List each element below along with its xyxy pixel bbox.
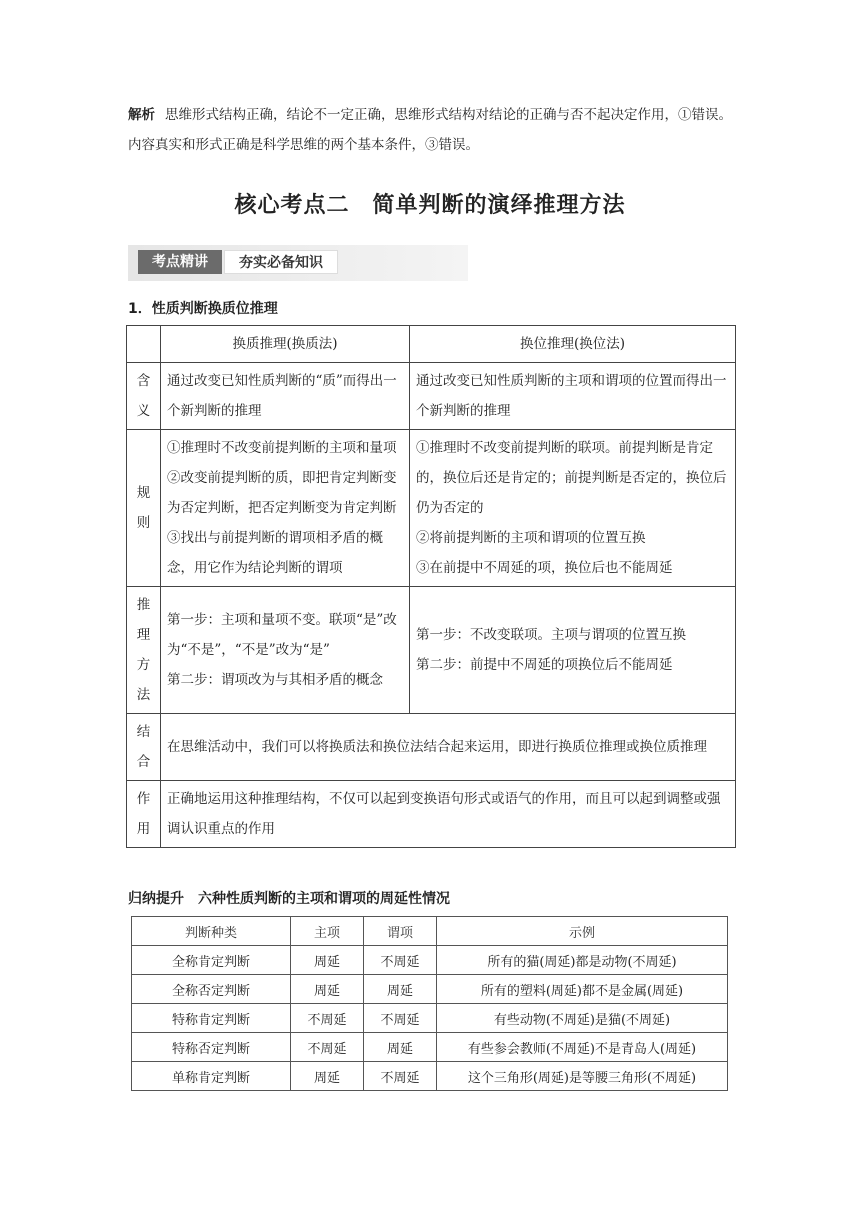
cell-subject: 周延	[291, 946, 364, 975]
analysis-text: 思维形式结构正确，结论不一定正确，思维形式结构对结论的正确与否不起决定作用，①错误。内容真实和形式正确是科学思维的两个基本条件，③错误。	[128, 107, 732, 153]
rule-item: ②将前提判断的主项和谓项的位置互换	[416, 530, 646, 546]
header-conversion: 换位推理(换位法)	[410, 326, 736, 363]
conversion-obversion-table	[126, 325, 736, 848]
row-label-meaning: 含义	[127, 363, 161, 430]
row-label-combine: 结合	[127, 714, 161, 781]
cell-predicate: 不周延	[364, 1004, 437, 1033]
cell-type: 特称肯定判断	[132, 1004, 291, 1033]
cell-example: 所有的塑料(周延)都不是金属(周延)	[437, 975, 728, 1004]
combine-text: 在思维活动中，我们可以将换质法和换位法结合起来运用，即进行换质位推理或换位质推理	[161, 714, 736, 781]
table-row	[132, 1062, 728, 1091]
table-row	[132, 1033, 728, 1062]
cell-example: 有些参会教师(不周延)不是青岛人(周延)	[437, 1033, 728, 1062]
section-banner	[128, 245, 468, 281]
method-obversion	[161, 587, 410, 714]
cell-type: 特称否定判断	[132, 1033, 291, 1062]
cell-subject: 周延	[291, 1062, 364, 1091]
rules-conversion	[410, 430, 736, 587]
distribution-table	[131, 916, 728, 1091]
rules-obversion	[161, 430, 410, 587]
table-row-meaning	[127, 363, 736, 430]
method-step: 第二步：前提中不周延的项换位后不能周延	[416, 657, 673, 673]
cell-type: 单称肯定判断	[132, 1062, 291, 1091]
cell-subject: 不周延	[291, 1004, 364, 1033]
effect-text: 正确地运用这种推理结构，不仅可以起到变换语句形式或语气的作用，而且可以起到调整或强调认识重点的作用	[161, 781, 736, 848]
table-row-combine	[127, 714, 736, 781]
table-row	[132, 975, 728, 1004]
header-subject: 主项	[291, 917, 364, 946]
method-step: 第一步：不改变联项。主项与谓项的位置互换	[416, 627, 686, 643]
method-conversion	[410, 587, 736, 714]
cell-predicate: 周延	[364, 1033, 437, 1062]
row-label-rules: 规则	[127, 430, 161, 587]
rule-item: ③在前提中不周延的项，换位后也不能周延	[416, 560, 673, 576]
cell-predicate: 周延	[364, 975, 437, 1004]
table-corner-cell	[127, 326, 161, 363]
cell-subject: 不周延	[291, 1033, 364, 1062]
header-predicate: 谓项	[364, 917, 437, 946]
header-example: 示例	[437, 917, 728, 946]
cell-example: 有些动物(不周延)是猫(不周延)	[437, 1004, 728, 1033]
cell-type: 全称否定判断	[132, 975, 291, 1004]
table-header-row	[127, 326, 736, 363]
row-label-method: 推理方法	[127, 587, 161, 714]
subsection-heading-2: 归纳提升 六种性质判断的主项和谓项的周延性情况	[128, 891, 450, 907]
subsection-heading-1: 1．性质判断换质位推理	[128, 301, 278, 317]
banner-label-left: 考点精讲	[138, 250, 222, 274]
banner-label-right: 夯实必备知识	[224, 250, 338, 274]
cell-example: 所有的猫(周延)都是动物(不周延)	[437, 946, 728, 975]
table-row-effect	[127, 781, 736, 848]
header-obversion: 换质推理(换质法)	[161, 326, 410, 363]
rule-item: ③找出与前提判断的谓项相矛盾的概念，用它作为结论判断的谓项	[167, 530, 383, 576]
row-label-effect: 作用	[127, 781, 161, 848]
meaning-conversion: 通过改变已知性质判断的主项和谓项的位置而得出一个新判断的推理	[410, 363, 736, 430]
section-title: 核心考点二 简单判断的演绎推理方法	[234, 193, 626, 218]
table-row	[132, 946, 728, 975]
cell-subject: 周延	[291, 975, 364, 1004]
rule-item: ①推理时不改变前提判断的主项和量项	[167, 440, 397, 456]
method-step: 第二步：谓项改为与其相矛盾的概念	[167, 672, 383, 688]
table-row-rules	[127, 430, 736, 587]
method-step: 第一步：主项和量项不变。联项“是”改为“不是”，“不是”改为“是”	[167, 612, 397, 658]
table-row	[132, 1004, 728, 1033]
table-header-row	[132, 917, 728, 946]
analysis-paragraph	[128, 100, 740, 160]
table-row-method	[127, 587, 736, 714]
cell-type: 全称肯定判断	[132, 946, 291, 975]
rule-item: ①推理时不改变前提判断的联项。前提判断是肯定的，换位后还是肯定的；前提判断是否定的，换位后仍为否定的	[416, 440, 727, 516]
header-judgment-type: 判断种类	[132, 917, 291, 946]
analysis-tag: 解析	[128, 107, 155, 123]
cell-predicate: 不周延	[364, 946, 437, 975]
cell-predicate: 不周延	[364, 1062, 437, 1091]
rule-item: ②改变前提判断的质，即把肯定判断变为否定判断，把否定判断变为肯定判断	[167, 470, 397, 516]
cell-example: 这个三角形(周延)是等腰三角形(不周延)	[437, 1062, 728, 1091]
meaning-obversion: 通过改变已知性质判断的“质”而得出一个新判断的推理	[161, 363, 410, 430]
